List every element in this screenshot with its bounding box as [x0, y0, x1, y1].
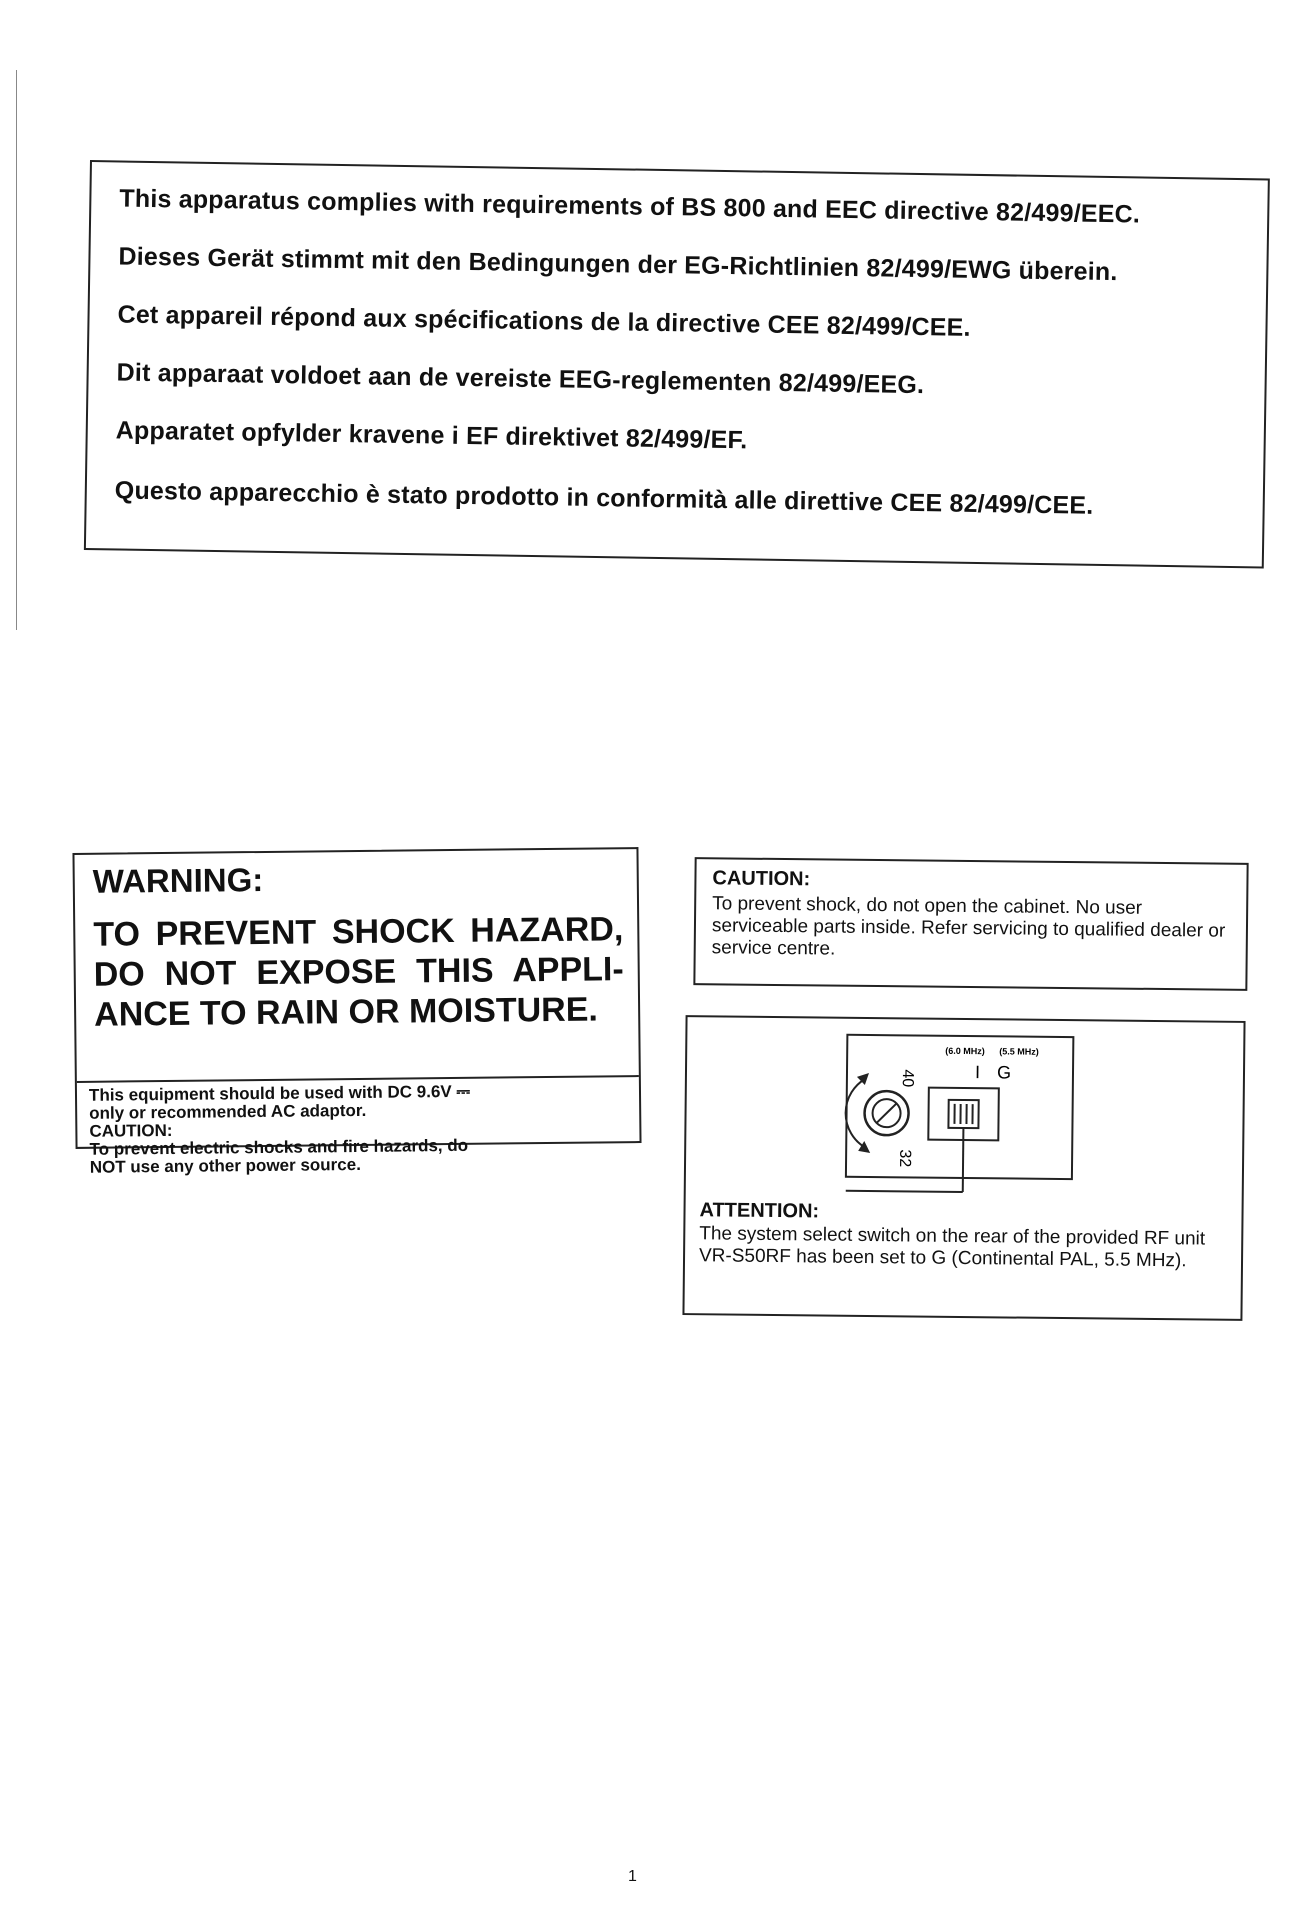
compliance-line-it: Questo apparecchio è stato prodotto in conformità alle direttive CEE 82/499/CEE. [114, 476, 1094, 520]
switch-g-label: G [996, 1062, 1012, 1083]
warning-small-line: This equipment should be used with DC 9.6V ⎓ [88, 1081, 471, 1105]
attention-box [682, 1015, 1245, 1321]
freq-right-label: (5.5 MHz) [999, 1046, 1039, 1057]
attention-title: ATTENTION: [699, 1199, 820, 1223]
warning-small-text [89, 1081, 636, 1177]
compliance-line-nl: Dit apparaat voldoet aan de vereiste EEG-reglementen 82/499/EEG. [116, 358, 925, 400]
dial-arc [845, 1079, 865, 1147]
switch-slider [948, 1100, 978, 1128]
warning-body-line: DO NOT EXPOSE THIS APPLI- [93, 950, 624, 994]
compliance-line-de: Dieses Gerät stimmt mit den Bedingungen der EG-Richtlinien 82/499/EWG überein. [118, 242, 1118, 287]
warning-body-line: ANCE TO RAIN OR MOISTURE. [93, 990, 599, 1034]
tuning-dial-slot [876, 1103, 896, 1123]
compliance-line-fr: Cet appareil répond aux spécifications de la directive CEE 82/499/CEE. [117, 300, 971, 342]
warning-title: WARNING: [92, 860, 264, 900]
pointer-line-horizontal [846, 1191, 963, 1192]
scan-edge-line [16, 70, 17, 630]
freq-left-label: (6.0 MHz) [945, 1045, 985, 1057]
rf-unit-diagram [686, 1017, 1248, 1203]
caution-title: CAUTION: [712, 867, 811, 891]
warning-body [93, 909, 624, 1035]
rf-unit-outline [846, 1035, 1073, 1179]
warning-box [72, 847, 641, 1177]
compliance-box [84, 160, 1270, 568]
page-number: 1 [628, 1868, 637, 1885]
dial-label-bottom: 32 [896, 1149, 914, 1168]
warning-caution-label: CAUTION: [89, 1120, 173, 1141]
switch-i-label: I [974, 1062, 981, 1083]
caution-box [693, 857, 1248, 991]
pointer-line-vertical [963, 1128, 964, 1192]
warning-small-line: only or recommended AC adaptor. [89, 1100, 367, 1123]
compliance-line-da: Apparatet opfylder kravene i EF direktivet 82/499/EF. [115, 416, 748, 455]
caution-body: To prevent shock, do not open the cabinet. No user serviceable parts inside. Refer servicing to qualified dealer or service centre. [711, 893, 1226, 960]
attention-body: The system select switch on the rear of the provided RF unit VR-S50RF has been set to G (Continental PAL, 5.5 MHz). [698, 1223, 1206, 1272]
warning-small-line: NOT use any other power source. [89, 1154, 361, 1177]
dial-label-top: 40 [898, 1069, 917, 1088]
compliance-line-en: This apparatus complies with requirements of BS 800 and EEC directive 82/499/EEC. [119, 184, 1141, 229]
warning-small-line: To prevent electric shocks and fire hazards, do [89, 1135, 469, 1159]
warning-body-line: TO PREVENT SHOCK HAZARD, [93, 910, 624, 954]
